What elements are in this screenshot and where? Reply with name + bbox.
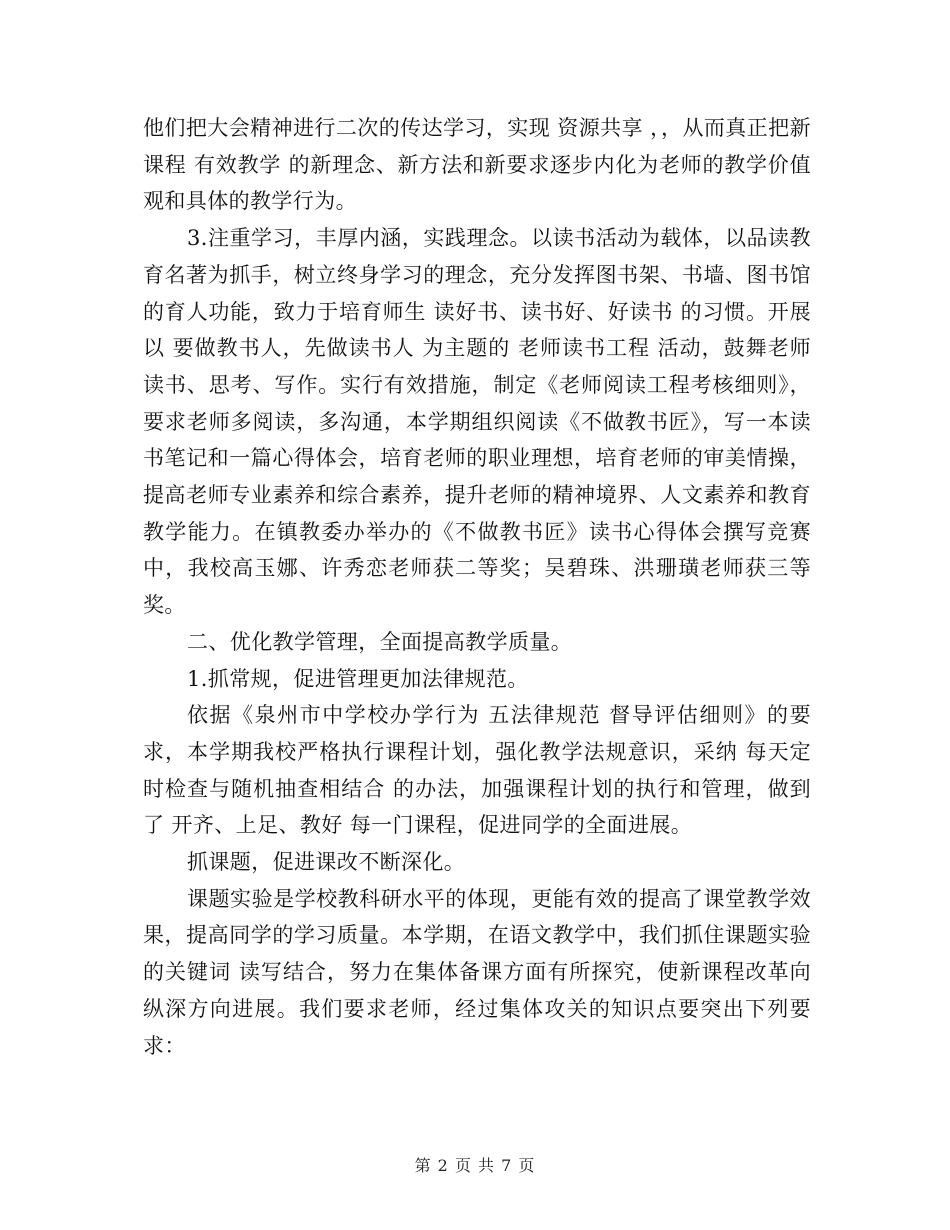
section-heading-teaching-management: 二、优化教学管理，全面提高教学质量。 [187, 629, 573, 654]
document-body [143, 110, 811, 1064]
paragraph-reading-activity: 3.注重学习，丰厚内涵，实践理念。以读书活动为载体，以品读教育名著为抓手，树立终身学习的理念，充分发挥图书架、书墙、图书馆的育人功能，致力于培育师生 读好书、读书好、好读书 的习惯。开展以 要做教书人，先做读书人 为主题的 老师读书工程 活动，鼓舞老师读书、思考、写作。实行有效措施，制定《老师阅读工程考核细则》，要求老师多阅读，多沟通，本学期组织阅读《不做教书匠》，写一本读书笔记和一篇心得体会，培育老师的职业理想，培育老师的审美情操，提高老师专业素养和综合素养，提升老师的精神境界、人文素养和教育教学能力。在镇教委办举办的《不做教书匠》读书心得体会撰写竞赛中，我校高玉娜、许秀恋老师获二等奖；吴碧珠、洪珊璜老师获三等奖。 [143, 226, 811, 618]
subheading-routine: 1.抓常规，促进管理更加法律规范。 [187, 666, 529, 691]
subheading-research-topic: 抓课题，促进课改不断深化。 [187, 850, 466, 875]
paragraph-research-details: 课题实验是学校教科研水平的体现，更能有效的提高了课堂教学效果，提高同学的学习质量。本学期，在语文教学中，我们抓住课题实验的关键词 读写结合，努力在集体备课方面有所探究，使新课程改革向纵深方向进展。我们要求老师，经过集体攻关的知识点要突出下列要求： [143, 886, 811, 1058]
page-number-footer: 第 2 页 共 7 页 [414, 1156, 536, 1175]
paragraph-routine-details: 依据《泉州市中学校办学行为 五法律规范 督导评估细则》的要求，本学期我校严格执行课程计划，强化教学法规意识，采纳 每天定时检查与随机抽查相结合 的办法，加强课程计划的执行和管理，做到了 开齐、上足、教好 每一门课程，促进同学的全面进展。 [143, 703, 811, 838]
paragraph-continuation: 他们把大会精神进行二次的传达学习，实现 资源共享 ，，从而真正把新课程 有效教学 的新理念、新方法和新要求逐步内化为老师的教学价值观和具体的教学行为。 [143, 116, 811, 214]
